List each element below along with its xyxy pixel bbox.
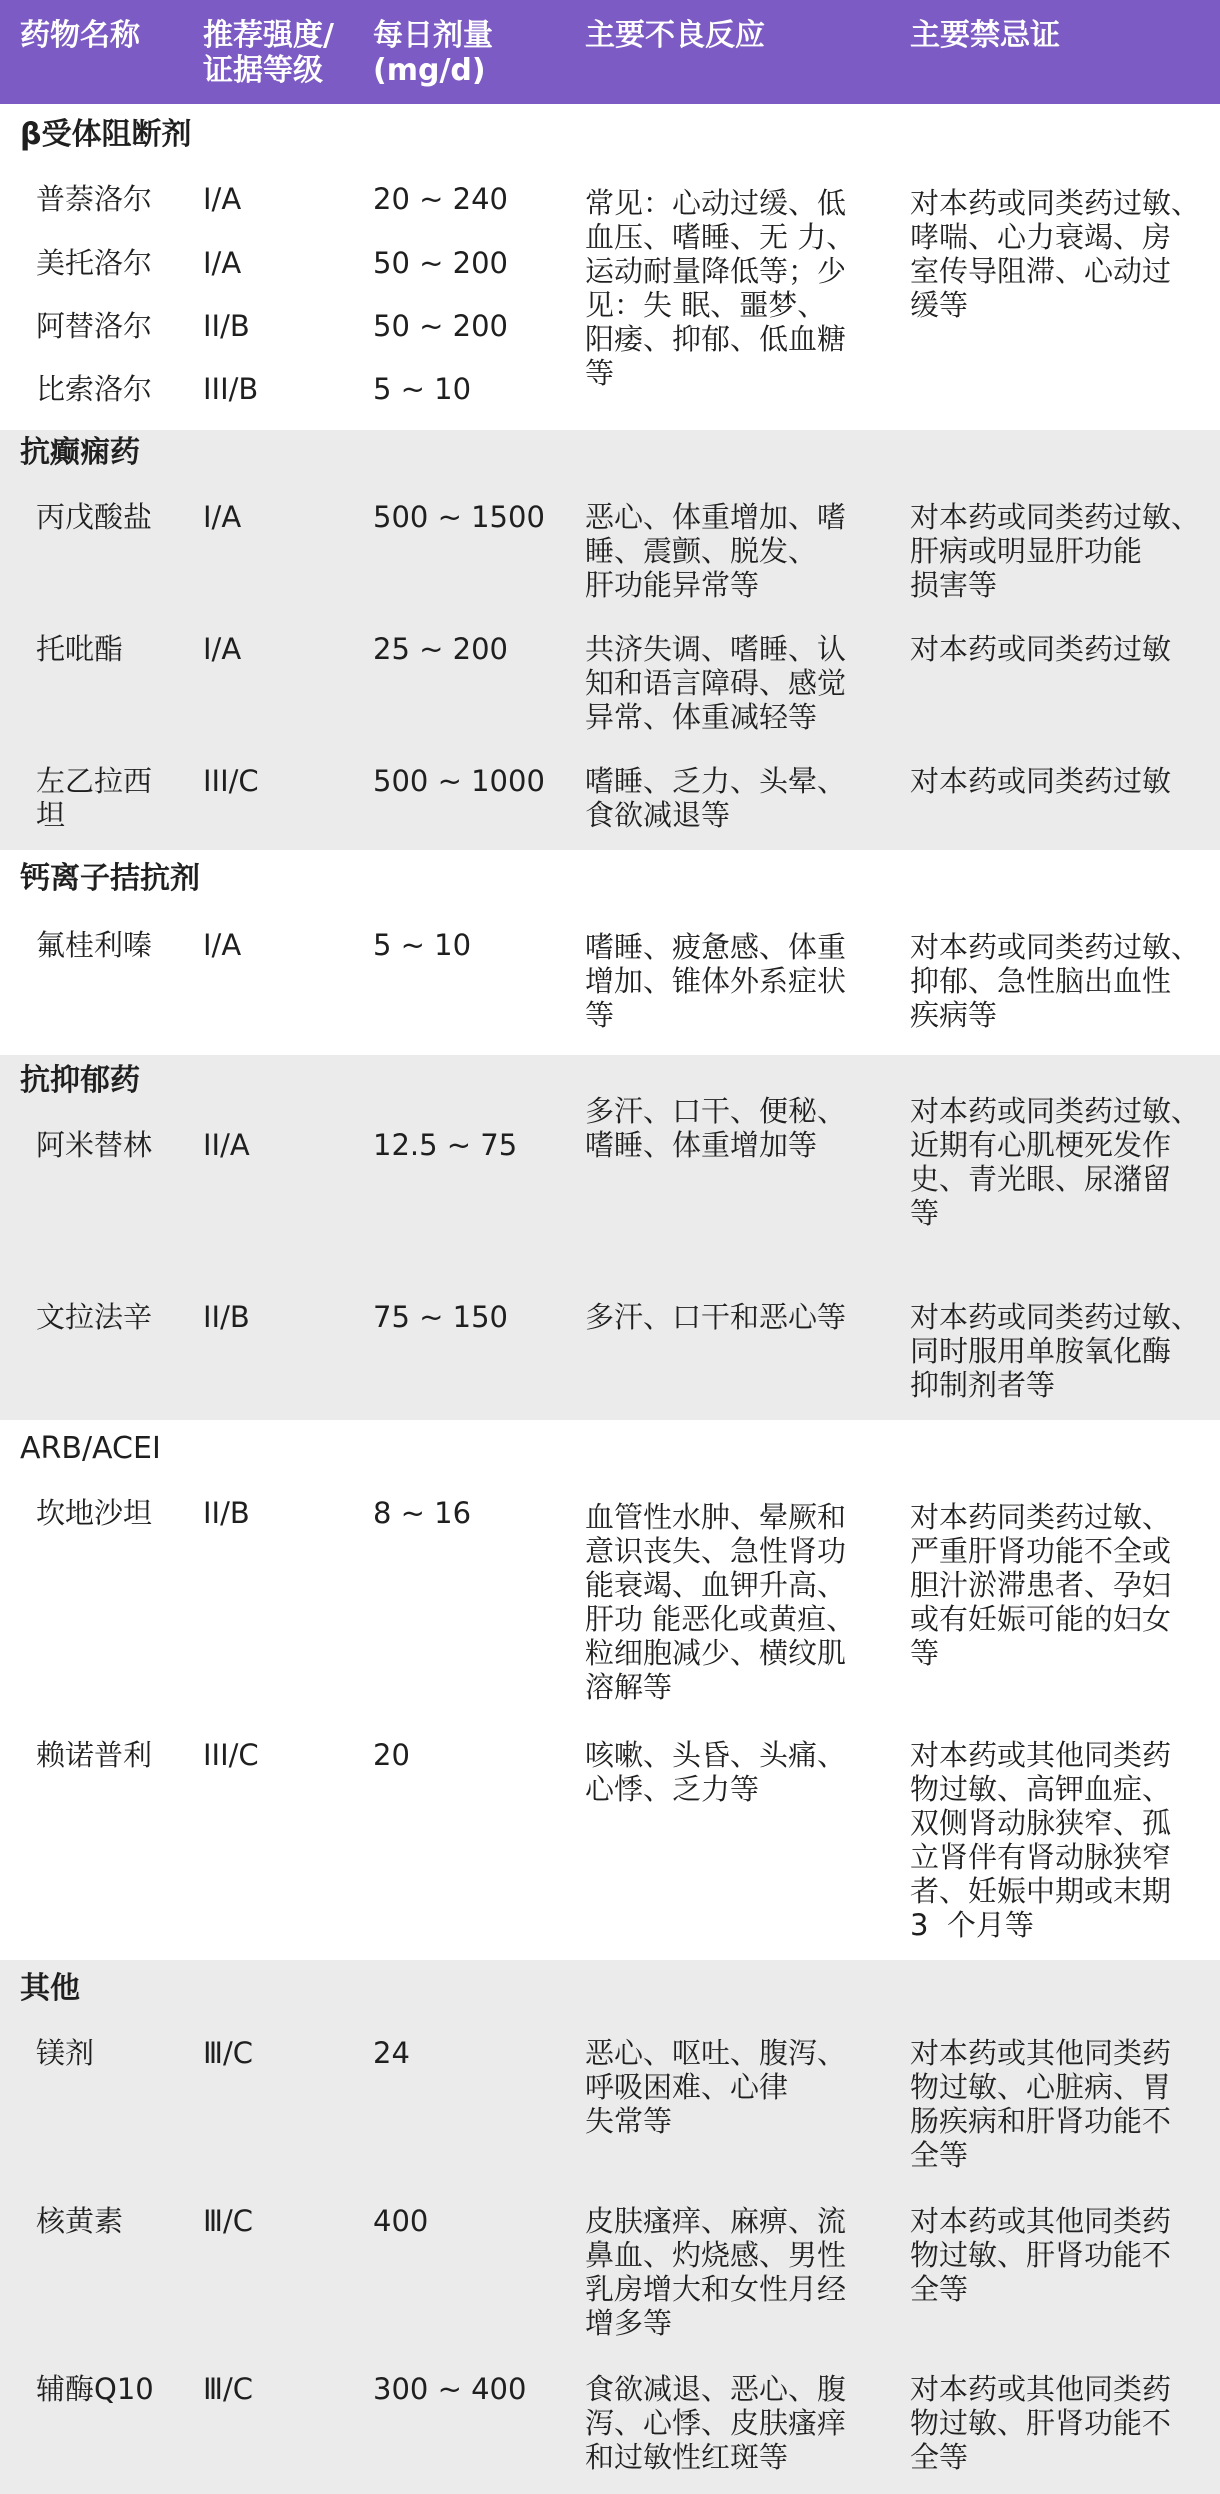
contraindications: 对本药或同类药过敏、 同时服用单胺氧化酶 抑制剂者等 [910,1300,1201,1402]
drug-name: 文拉法辛 [36,1300,153,1334]
contraindications: 对本药或同类药过敏、 近期有心肌梗死发作 史、青光眼、尿潴留 等 [910,1094,1201,1230]
drug-dose: 8 ~ 16 [373,1496,472,1530]
drug-name: 普萘洛尔 [36,182,153,216]
contraindications: 对本药或其他同类药 物过敏、心脏病、胃 肠疾病和肝肾功能不 全等 [910,2036,1172,2172]
drug-name: 丙戊酸盐 [36,500,153,534]
group-title: 其他 [20,1971,80,2006]
drug-dose: 400 [373,2204,429,2238]
drug-name: 比索洛尔 [36,372,153,406]
adverse-reactions: 食欲减退、恶心、腹 泻、心悸、皮肤瘙痒 和过敏性红斑等 [585,2372,847,2474]
drug-grade: III/C [203,1738,259,1772]
drug-name: 氟桂利嗪 [36,928,153,962]
drug-dose: 24 [373,2036,410,2070]
adverse-reactions: 共济失调、嗜睡、认 知和语言障碍、感觉 异常、体重减轻等 [585,632,847,734]
drug-grade: Ⅲ/C [203,2036,254,2070]
drug-grade: I/A [203,928,242,962]
group-title: β受体阻断剂 [20,117,192,152]
drug-dose: 50 ~ 200 [373,309,508,343]
adverse-reactions: 血管性水肿、晕厥和 意识丧失、急性肾功 能衰竭、血钾升高、 肝功 能恶化或黄疸、 粒细胞减少、横纹肌 溶解等 [585,1500,856,1704]
drug-name: 托吡酯 [36,632,124,666]
drug-grade: I/A [203,500,242,534]
drug-dose: 20 [373,1738,410,1772]
group-title: 钙离子拮抗剂 [20,861,200,896]
header-drug-name: 药物名称 [20,18,140,53]
header-dose: 每日剂量 (mg/d) [373,18,493,88]
drug-grade: Ⅲ/C [203,2204,254,2238]
drug-dose: 500 ~ 1000 [373,764,545,798]
drug-grade: I/A [203,632,242,666]
contraindications: 对本药或同类药过敏、 哮喘、心力衰竭、房 室传导阻滞、心动过 缓等 [910,186,1201,322]
adverse-reactions: 恶心、呕吐、腹泻、 呼吸困难、心律 失常等 [585,2036,847,2138]
drug-grade: Ⅲ/C [203,2372,254,2406]
drug-name: 镁剂 [36,2036,95,2070]
drug-grade: II/A [203,1128,250,1162]
contraindications: 对本药或其他同类药 物过敏、肝肾功能不 全等 [910,2372,1172,2474]
drug-dose: 75 ~ 150 [373,1300,508,1334]
adverse-reactions: 常见：心动过缓、低 血压、嗜睡、无 力、 运动耐量降低等；少 见：失 眠、噩梦、 阳痿、抑郁、低血糖 等 [585,186,856,390]
adverse-reactions: 嗜睡、乏力、头晕、 食欲减退等 [585,764,847,832]
drug-dose: 500 ~ 1500 [373,500,545,534]
drug-dose: 12.5 ~ 75 [373,1128,518,1162]
drug-dose: 5 ~ 10 [373,928,472,962]
drug-name: 赖诺普利 [36,1738,153,1772]
contraindications: 对本药同类药过敏、 严重肝肾功能不全或 胆汁淤滞患者、孕妇 或有妊娠可能的妇女 等 [910,1500,1172,1670]
adverse-reactions: 恶心、体重增加、嗜 睡、震颤、脱发、 肝功能异常等 [585,500,847,602]
drug-dose: 20 ~ 240 [373,182,508,216]
adverse-reactions: 嗜睡、疲惫感、体重 增加、锥体外系症状 等 [585,930,847,1032]
drug-grade: III/C [203,764,259,798]
drug-name: 坎地沙坦 [36,1496,153,1530]
drug-grade: II/B [203,309,250,343]
contraindications: 对本药或同类药过敏 [910,764,1172,798]
group-title: ARB/ACEI [20,1431,161,1466]
contraindications: 对本药或同类药过敏、 抑郁、急性脑出血性 疾病等 [910,930,1201,1032]
drug-dose: 300 ~ 400 [373,2372,527,2406]
contraindications: 对本药或同类药过敏、 肝病或明显肝功能 损害等 [910,500,1201,602]
header-adverse-reactions: 主要不良反应 [585,18,765,53]
group-title: 抗抑郁药 [20,1063,140,1098]
adverse-reactions: 多汗、口干和恶心等 [585,1300,847,1334]
drug-grade: I/A [203,246,242,280]
drug-name: 左乙拉西 坦 [36,764,153,832]
drug-name: 辅酶Q10 [36,2372,154,2406]
drug-grade: III/B [203,372,259,406]
header-grade: 推荐强度/ 证据等级 [203,18,334,88]
header-contraindications: 主要禁忌证 [910,18,1060,53]
contraindications: 对本药或其他同类药 物过敏、肝肾功能不 全等 [910,2204,1172,2306]
drug-grade: II/B [203,1496,250,1530]
contraindications: 对本药或同类药过敏 [910,632,1172,666]
adverse-reactions: 皮肤瘙痒、麻痹、流 鼻血、灼烧感、男性 乳房增大和女性月经 增多等 [585,2204,847,2340]
adverse-reactions: 多汗、口干、便秘、 嗜睡、体重增加等 [585,1094,847,1162]
drug-name: 核黄素 [36,2204,124,2238]
drug-name: 阿米替林 [36,1128,153,1162]
drug-dose: 5 ~ 10 [373,372,472,406]
drug-name: 阿替洛尔 [36,309,153,343]
drug-grade: I/A [203,182,242,216]
group-title: 抗癫痫药 [20,435,140,470]
contraindications: 对本药或其他同类药 物过敏、高钾血症、 双侧肾动脉狭窄、孤 立肾伴有肾动脉狭窄 者、妊娠中期或末期 3 个月等 [910,1738,1172,1942]
drug-grade: II/B [203,1300,250,1334]
drug-dose: 25 ~ 200 [373,632,508,666]
drug-name: 美托洛尔 [36,246,153,280]
drug-dose: 50 ~ 200 [373,246,508,280]
adverse-reactions: 咳嗽、头昏、头痛、 心悸、乏力等 [585,1738,847,1806]
